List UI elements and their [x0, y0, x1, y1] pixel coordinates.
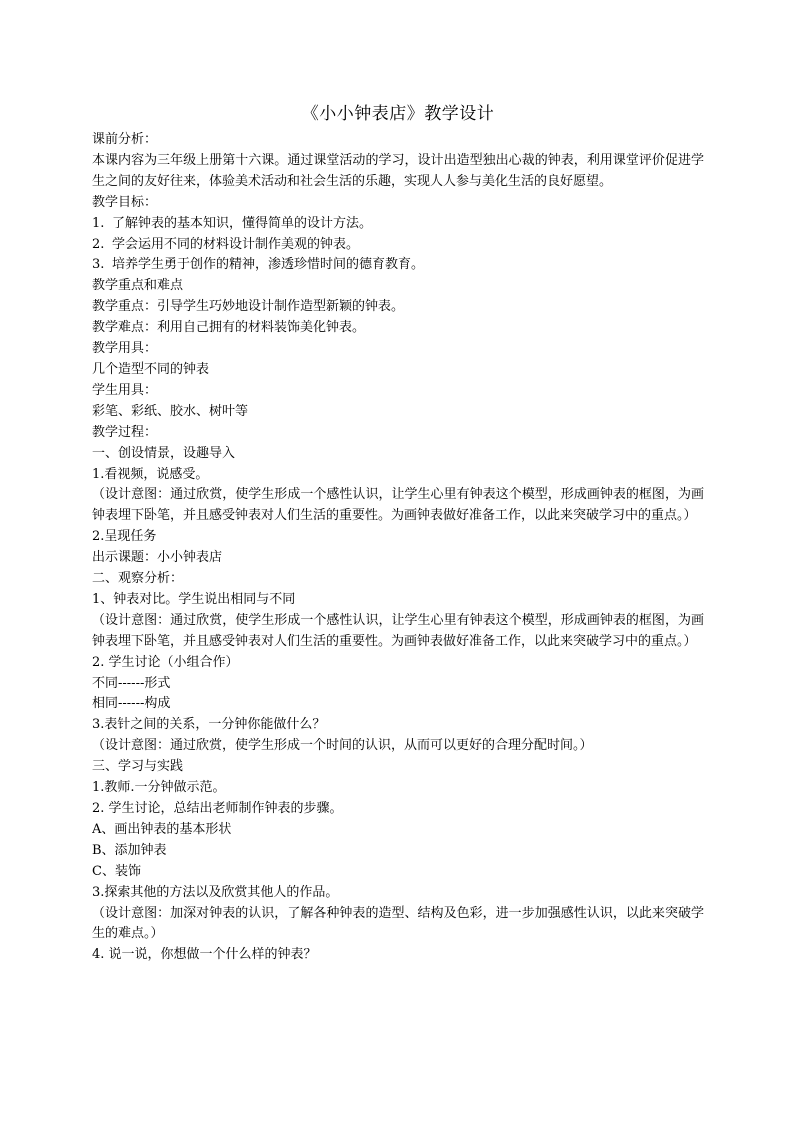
document-page [92, 100, 704, 966]
objective-num: 1. [92, 215, 105, 231]
process-line: 出示课题：小小钟表店 [92, 550, 223, 566]
design-intent-paragraph: （设计意图：通过欣赏，使学生形成一个感性认识，让学生心里有钟表这个模型，形成画钟表的框图，为画钟表埋下卧笔，并且感受钟表对人们生活的重要性。为画钟表做好准备工作，以此来突破学习中的重点。） [92, 487, 704, 524]
process-heading: 教学过程： [92, 424, 158, 440]
process-line: B、添加钟表 [92, 842, 167, 858]
process-line: 3.探索其他的方法以及欣赏其他人的作品。 [92, 884, 339, 900]
process-line: A、画出钟表的基本形状 [92, 821, 232, 837]
process-line: 不同------形式 [92, 675, 171, 691]
process-line: 三、学习与实践 [92, 759, 184, 775]
process-line: 相同------构成 [92, 696, 171, 712]
student-tools-text: 彩笔、彩纸、胶水、树叶等 [92, 403, 249, 419]
process-line: 1、钟表对比。学生说出相同与不同 [92, 591, 296, 607]
objective-text: 了解钟表的基本知识，懂得简单的设计方法。 [112, 215, 373, 231]
pre-analysis-text: 本课内容为三年级上册第十六课。通过课堂活动的学习，设计出造型独出心裁的钟表，利用课堂评价促进学生之间的友好往来，体验美术活动和社会生活的乐趣，实现人人参与美化生活的良好愿望。 [92, 152, 704, 189]
process-line: 3.表针之间的关系，一分钟你能做什么？ [92, 717, 326, 733]
process-line: C、装饰 [92, 863, 141, 879]
process-line: 2. 学生讨论，总结出老师制作钟表的步骤。 [92, 801, 343, 816]
objective-text: 学会运用不同的材料设计制作美观的钟表。 [112, 236, 360, 252]
process-line: 二、观察分析： [92, 571, 184, 587]
process-line: 一、创设情景，设趣导入 [92, 445, 236, 461]
key-point-text: 教学重点：引导学生巧妙地设计制作造型新颖的钟表。 [92, 299, 405, 315]
teacher-tools-heading: 教学用具： [92, 341, 158, 357]
objective-num: 2. [92, 236, 105, 252]
objective-item-2 [92, 235, 704, 256]
student-tools-heading: 学生用具： [92, 382, 158, 398]
design-intent-paragraph: （设计意图：通过欣赏，使学生形成一个感性认识，让学生心里有钟表这个模型，形成画钟表的框图，为画钟表埋下卧笔，并且感受钟表对人们生活的重要性。为画钟表做好准备工作，以此来突破学习中的重点。） [92, 612, 704, 649]
design-intent-paragraph: （设计意图：加深对钟表的认识，了解各种钟表的造型、结构及色彩，进一步加强感性认识，以此来突破学生的难点。） [92, 905, 704, 942]
objective-text: 培养学生勇于创作的精神，渗透珍惜时间的德育教育。 [112, 257, 425, 273]
process-line: 1.看视频，说感受。 [92, 466, 209, 482]
process-line: 4. 说一说，你想做一个什么样的钟表？ [92, 947, 317, 963]
difficult-point-text: 教学难点：利用自己拥有的材料装饰美化钟表。 [92, 320, 366, 336]
objective-item-3 [92, 255, 704, 276]
document-title: 《小小钟表店》教学设计 [301, 104, 495, 124]
objective-item-1 [92, 214, 704, 235]
pre-analysis-heading: 课前分析： [92, 132, 158, 147]
process-line: 2. 学生讨论（小组合作） [92, 654, 239, 670]
process-line: 2.呈现任务 [92, 529, 157, 545]
teacher-tools-text: 几个造型不同的钟表 [92, 361, 210, 377]
key-points-heading: 教学重点和难点 [92, 278, 184, 294]
process-line: 1.教师.一分钟做示范。 [92, 780, 226, 796]
objective-num: 3. [92, 257, 105, 273]
design-intent-paragraph: （设计意图：通过欣赏，使学生形成一个时间的认识，从而可以更好的合理分配时间。） [92, 738, 593, 754]
objectives-heading: 教学目标： [92, 194, 158, 210]
